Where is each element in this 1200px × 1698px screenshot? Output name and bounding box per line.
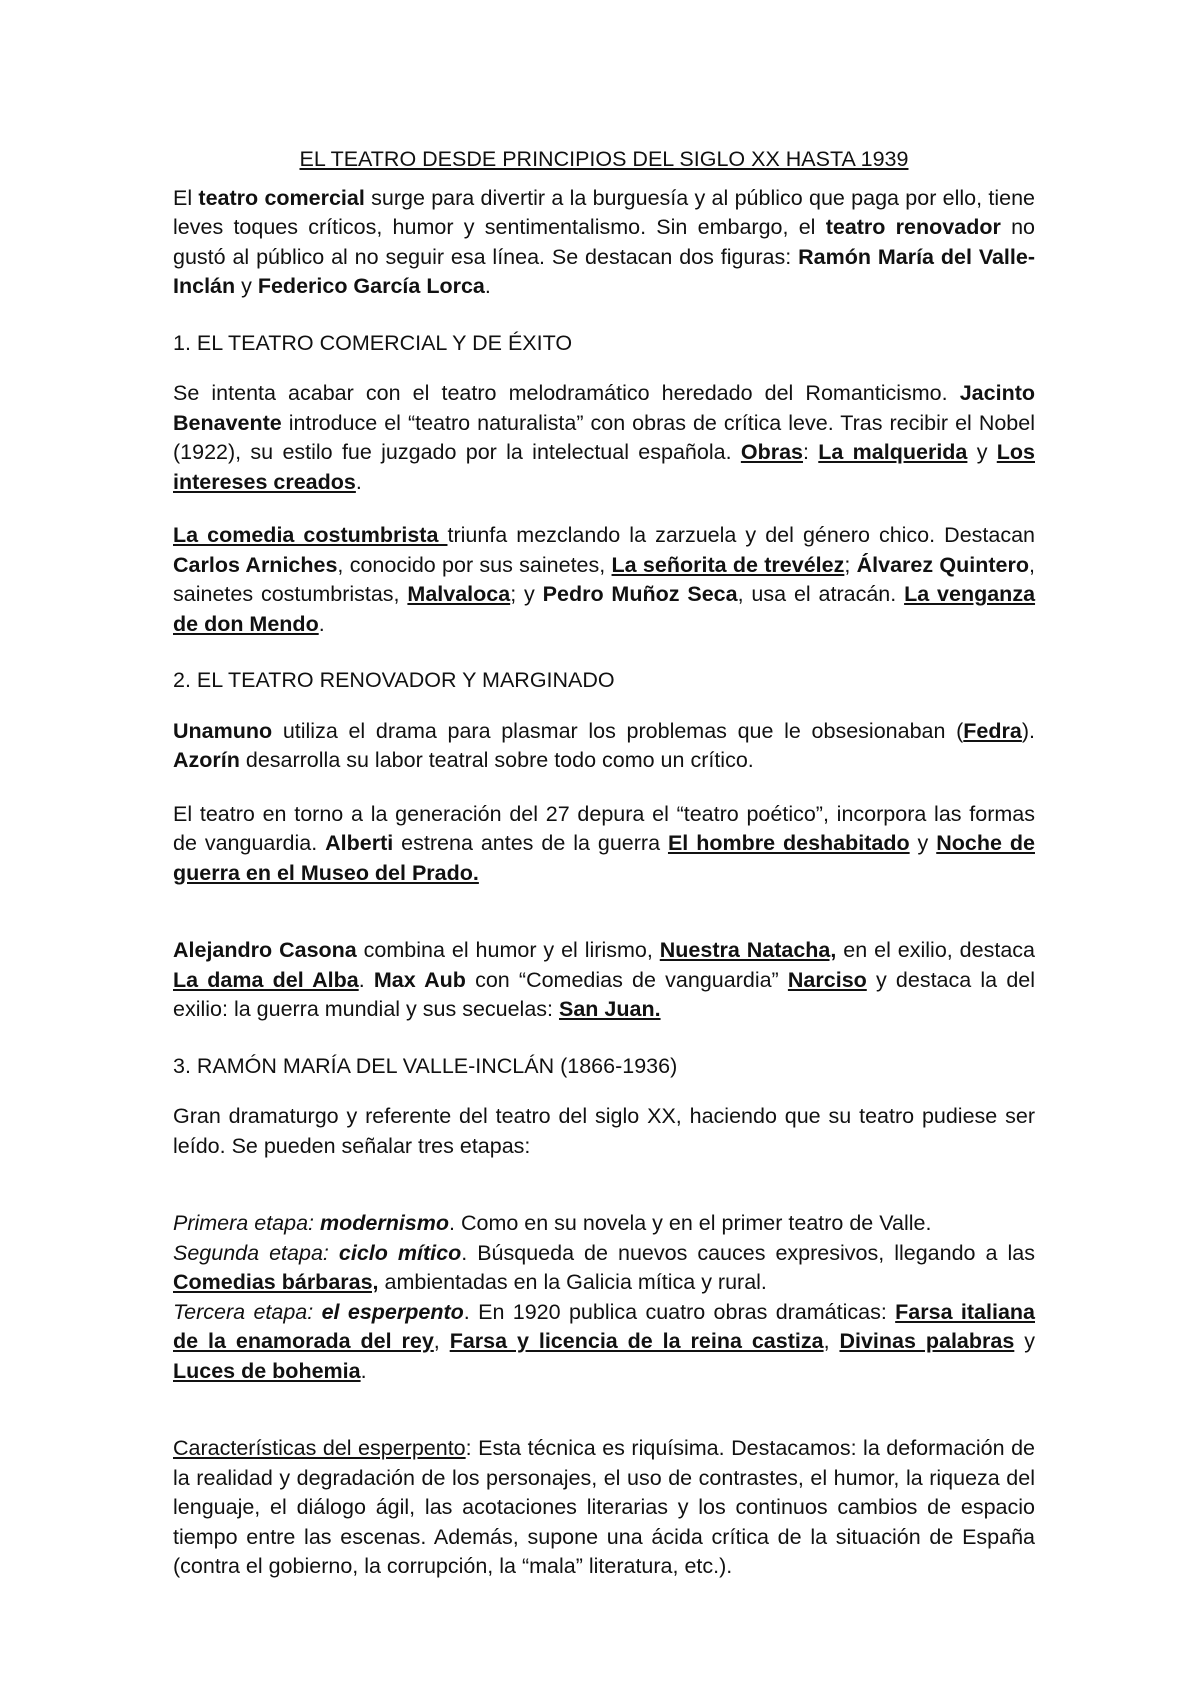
text: : [803, 440, 819, 464]
text: ambientadas en la Galicia mítica y rural. [378, 1270, 767, 1294]
underlined-label: La comedia costumbrista [173, 523, 448, 547]
text: . [358, 967, 374, 992]
underlined-label: Obras [740, 440, 803, 464]
author-name: Álvarez Quintero [856, 552, 1029, 577]
author-name: Unamuno [173, 718, 273, 743]
author-name: Jacinto Benavente [173, 381, 1035, 435]
author-name: Carlos Arniches [173, 552, 338, 577]
stage-label: Primera etapa: [173, 1211, 320, 1235]
text: ; y [510, 582, 543, 606]
underlined-label: Características del esperpento [173, 1436, 466, 1460]
text: . En 1920 publica cuatro obras dramáticas: [463, 1299, 896, 1324]
work-title: Divinas palabras [839, 1329, 1015, 1353]
text: , conocido por sus sainetes, [337, 552, 612, 577]
text: , [433, 1329, 450, 1353]
stage-1-line [173, 1209, 1035, 1239]
text: utiliza el drama para plasmar los problemas que le obsesionaban ( [272, 718, 964, 743]
section-3-paragraph-2 [173, 1434, 1035, 1582]
text: combina el humor y el lirismo, [356, 938, 660, 962]
text: Se intenta acabar con el teatro melodramático heredado del Romanticismo. [173, 381, 960, 405]
stage-name: modernismo [319, 1211, 450, 1235]
bold-term: teatro renovador [825, 215, 1001, 239]
text: ; [844, 552, 857, 577]
stage-label: Segunda etapa: [173, 1240, 339, 1265]
bold-term: Ramón María del Valle-Inclán [173, 244, 1035, 298]
text: . [360, 1358, 367, 1383]
work-title: Farsa italiana de la enamorada del rey [173, 1299, 1035, 1353]
text: surge para divertir a la burguesía y al público que paga por ello, tiene leves toques críticos, humor y sentimentalismo. Sin embargo, el [173, 185, 1035, 239]
text: y [967, 440, 997, 464]
work-title: Farsa y licencia de la reina castiza [449, 1329, 824, 1353]
text: , sainetes costumbristas, [173, 552, 1035, 606]
work-title: Malvaloca [407, 582, 511, 606]
section-1-heading: 1. EL TEATRO COMERCIAL Y DE ÉXITO [173, 330, 573, 355]
text: y [909, 831, 937, 855]
work-title: La venganza de don Mendo [173, 582, 1036, 636]
author-name: Alejandro Casona [173, 938, 357, 962]
text: , [823, 1329, 840, 1353]
text: no gustó al público al no seguir esa línea. Se destacan dos figuras: [173, 215, 1035, 269]
author-name: Pedro Muñoz Seca [542, 582, 738, 606]
text: estrena antes de la guerra [393, 831, 668, 855]
text: : Esta técnica es riquísima. Destacamos: la deformación de la realidad y degradación de los personajes, el uso de contrastes, el humor, la riqueza del lenguaje, el diálogo ágil, las acotaciones literarias y los continuos cambios de espacio tiempo entre las escenas. Además, supone una ácida crítica de la situación de España (contra el gobierno, la corrupción, la “mala” literatura, etc.). [173, 1436, 1036, 1578]
text: introduce el “teatro naturalista” con obras de crítica leve. Tras recibir el Nobel (1922), su estilo fue juzgado por la intelectual española. [173, 410, 1035, 464]
text: desarrolla su labor teatral sobre todo como un crítico. [239, 748, 754, 772]
bold-term: teatro comercial [198, 185, 365, 210]
text: , usa el atracán. [737, 582, 905, 606]
text: El [173, 185, 199, 210]
section-2-paragraph-3 [173, 936, 1035, 1025]
work-title: La dama del Alba [173, 967, 359, 992]
stage-3-line [173, 1298, 1035, 1387]
text: y [1014, 1329, 1035, 1353]
stage-label: Tercera etapa: [173, 1299, 322, 1324]
text: El teatro en torno a la generación del 27 depura el “teatro poético”, incorpora las formas de vanguardia. [173, 801, 1035, 855]
work-title: Narciso [787, 967, 867, 992]
section-2-paragraph-2 [173, 800, 1035, 889]
text: . Búsqueda de nuevos cauces expresivos, llegando a las [461, 1240, 1035, 1265]
text: . [355, 469, 362, 494]
document-title: EL TEATRO DESDE PRINCIPIOS DEL SIGLO XX HASTA 1939 [299, 147, 909, 171]
section-1-paragraph-2 [173, 521, 1035, 639]
bold-term: Federico García Lorca [257, 274, 485, 298]
text: en el exilio, destaca [836, 938, 1035, 962]
stage-name: ciclo mítico [338, 1240, 462, 1265]
text: y destaca la del exilio: la guerra mundial y sus secuelas: [173, 967, 1036, 1021]
work-title: Comedias bárbaras, [173, 1270, 379, 1294]
section-3-paragraph-1: Gran dramaturgo y referente del teatro del siglo XX, haciendo que su teatro pudiese ser leído. Se pueden señalar tres etapas: [173, 1104, 1035, 1158]
text: . [484, 274, 491, 298]
author-name: Alberti [325, 831, 394, 855]
work-title: San Juan. [559, 997, 661, 1021]
intro-paragraph [173, 184, 1035, 302]
document-page [173, 145, 1035, 1582]
section-3-heading: 3. RAMÓN MARÍA DEL VALLE-INCLÁN (1866-1936) [173, 1053, 678, 1078]
section-2-heading: 2. EL TEATRO RENOVADOR Y MARGINADO [173, 668, 615, 692]
text: y [235, 274, 258, 298]
author-name: Max Aub [373, 967, 466, 992]
stage-name: el esperpento [321, 1299, 464, 1324]
author-name: Azorín [173, 748, 240, 772]
work-title: Luces de bohemia [173, 1358, 361, 1383]
text: con “Comedias de vanguardia” [465, 967, 788, 992]
section-2-paragraph-1 [173, 717, 1035, 776]
work-title: La malquerida [818, 440, 968, 464]
work-title: La señorita de trevélez [611, 552, 845, 577]
stage-2-line [173, 1239, 1035, 1298]
text: . [318, 611, 325, 636]
work-title: Nuestra Natacha, [659, 938, 837, 962]
work-title: Noche de guerra en el Museo del Prado. [173, 831, 1035, 885]
section-1-paragraph-1 [173, 379, 1035, 497]
work-title: El hombre deshabitado [667, 831, 910, 855]
text: triunfa mezclando la zarzuela y del género chico. Destacan [447, 523, 1035, 547]
text: . Como en su novela y en el primer teatro de Valle. [449, 1211, 932, 1235]
text: ). [1021, 718, 1035, 743]
work-title: Fedra [963, 718, 1022, 743]
work-title: Los intereses creados [173, 440, 1035, 494]
